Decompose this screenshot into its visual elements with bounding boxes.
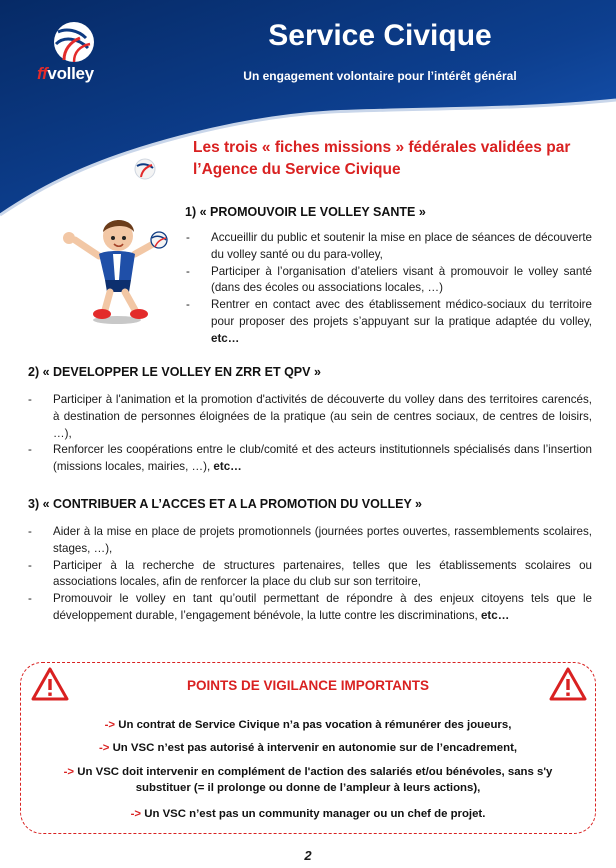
volleyball-icon	[134, 158, 156, 180]
list-item: - Participer à l’organisation d’ateliers visant à promouvoir le volley santé (dans des écoles ou associations locales, …)	[186, 264, 592, 298]
list-item: - Participer à la recherche de structures partenaires, telles que les établissements scolaires ou associations locales, afin de renforcer la place du club sur son territoire,	[28, 558, 592, 592]
page-number: 2	[304, 848, 312, 863]
warning-triangle-icon	[30, 666, 70, 702]
vigilance-point: -> Un contrat de Service Civique n’a pas vocation à rémunérer des joueurs,	[104, 719, 512, 731]
section-3-list	[28, 524, 592, 625]
section-3-title: 3) « CONTRIBUER A L’ACCES ET A LA PROMOTION DU VOLLEY »	[28, 497, 423, 511]
volleyball-player-illustration	[55, 210, 175, 328]
list-item: - Accueillir du public et soutenir la mise en place de séances de découverte du volley santé ou du para-volley,	[186, 230, 592, 264]
section-2-list	[28, 392, 592, 476]
warning-triangle-icon	[548, 666, 588, 702]
missions-heading: Les trois « fiches missions » fédérales validées par l’Agence du Service Civique	[193, 139, 571, 178]
section-2-title: 2) « DEVELOPPER LE VOLLEY EN ZRR ET QPV »	[28, 365, 321, 379]
vigilance-point: -> Un VSC n’est pas autorisé à intervenir en autonomie sur de l’encadrement,	[98, 742, 518, 754]
section-1-list	[186, 230, 592, 348]
vigilance-point: -> Un VSC doit intervenir en complément de l'action des salariés et/ou bénévoles, sans s'y substituer (= il prolonge ou donne de l’ampleur à leurs actions),	[63, 766, 553, 794]
page-subtitle: Un engagement volontaire pour l’intérêt général	[243, 69, 517, 83]
logo-wordmark: ffvolley	[37, 64, 94, 83]
list-item: - Promouvoir le volley en tant qu’outil permettant de répondre à des enjeux citoyens tels que le développement durable, l’engagement bénévole, la lutte contre les discriminations, etc…	[28, 591, 592, 625]
page-title: Service Civique	[268, 19, 492, 52]
list-item: - Rentrer en contact avec des établissement médico-sociaux du territoire pour proposer des projets s’appuyant sur la pratique adaptée du volley, etc…	[186, 297, 592, 347]
list-item: - Participer à l'animation et la promotion d'activités de découverte du volley dans des territoires carencés, à destination de personnes éloignées de la pratique (au sein de centres sociaux, de centres de loisirs, …),	[28, 392, 592, 442]
vigilance-point: -> Un VSC n’est pas un community manager ou un chef de projet.	[130, 808, 486, 820]
list-item: - Aider à la mise en place de projets promotionnels (journées portes ouvertes, rassemblements scolaires, stages, …),	[28, 524, 592, 558]
vigilance-title: POINTS DE VIGILANCE IMPORTANTS	[186, 678, 429, 693]
list-item: - Renforcer les coopérations entre le club/comité et des acteurs institutionnels spécialisés dans l’insertion (missions locales, mairies, …), etc…	[28, 442, 592, 476]
section-1-title: 1) « PROMOUVOIR LE VOLLEY SANTE »	[185, 205, 426, 219]
